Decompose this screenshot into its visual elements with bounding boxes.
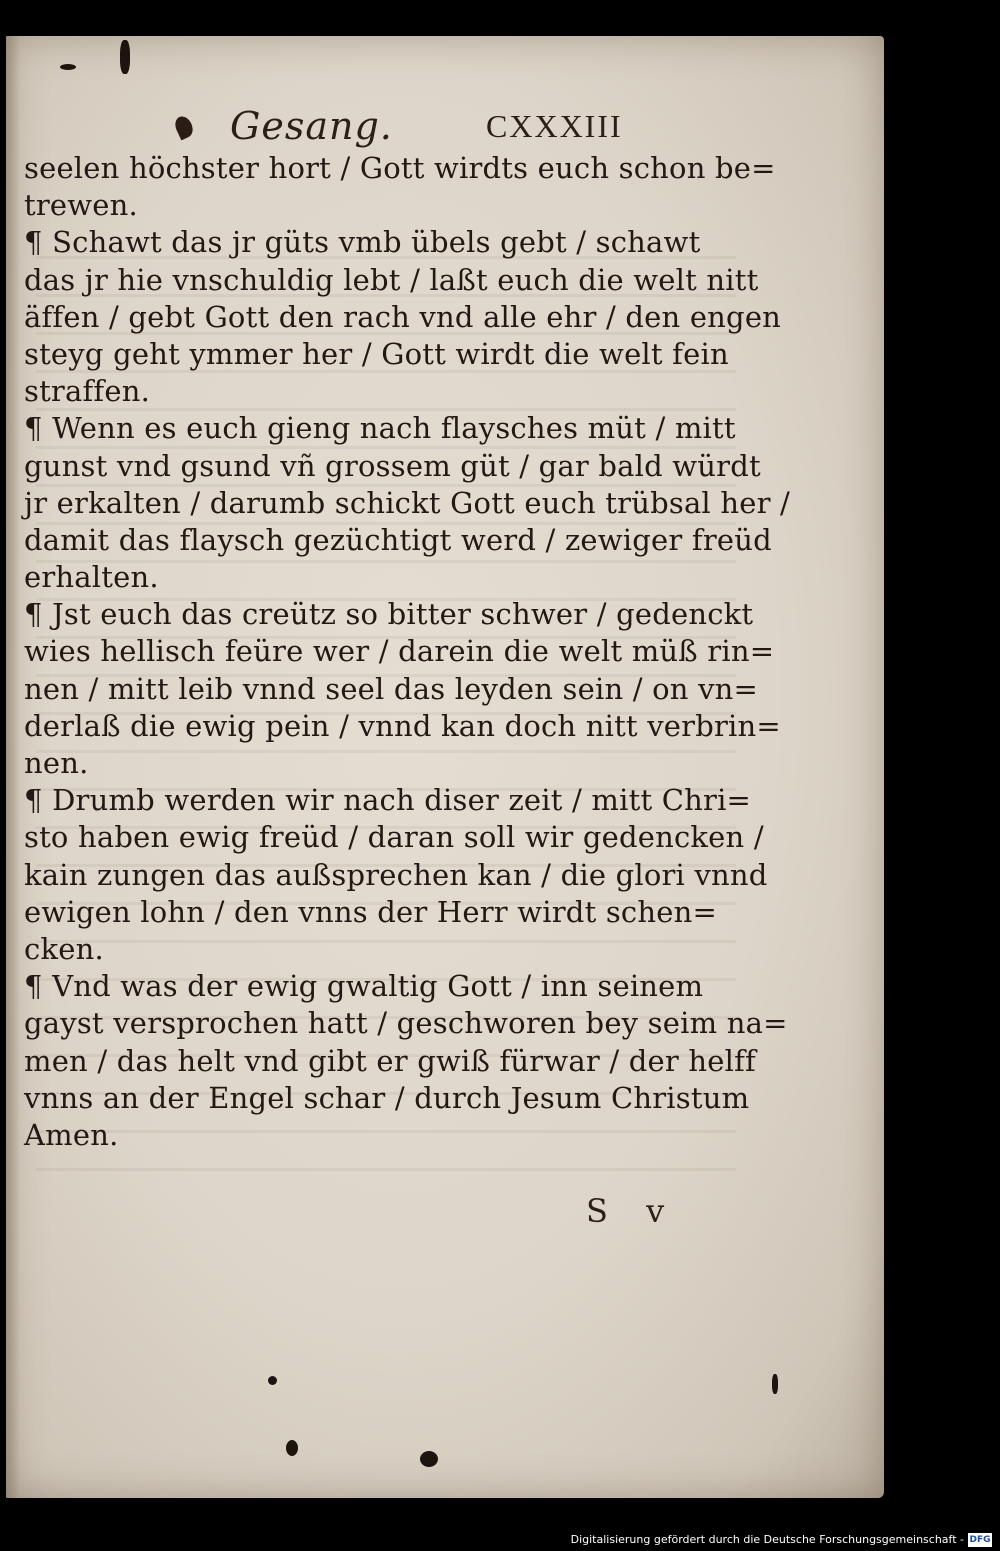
text-line: derlaß die ewig pein / vnnd kan doch nitt verbrin=	[24, 708, 781, 743]
signature-mark: S v	[586, 1192, 679, 1230]
hymn-text	[24, 150, 791, 1154]
text-line: vnns an der Engel schar / durch Jesum Christum	[24, 1080, 750, 1115]
text-line: cken.	[24, 931, 104, 966]
ink-blot-icon	[268, 1376, 277, 1385]
text-line: trewen.	[24, 188, 138, 223]
ink-blot-icon	[60, 64, 76, 70]
folio-number: CXXXIII	[486, 108, 623, 144]
text-line: ewigen lohn / den vnns der Herr wirdt schen=	[24, 894, 717, 929]
ink-blot-icon	[120, 40, 130, 74]
ink-blot-icon	[772, 1374, 778, 1394]
text-line: steyg geht ymmer her / Gott wirdt die welt fein	[24, 336, 729, 371]
text-line: jr erkalten / darumb schickt Gott euch trübsal her /	[24, 485, 791, 520]
text-line: ¶ Drumb werden wir nach diser zeit / mitt Chri=	[24, 783, 752, 818]
text-line: wies hellisch feüre wer / darein die welt müß rin=	[24, 634, 775, 669]
text-line: ¶ Schawt das jr güts vmb übels gebt / schawt	[24, 225, 701, 260]
running-title: Gesang.	[230, 104, 393, 148]
text-line: sto haben ewig freüd / daran soll wir gedencken /	[24, 820, 764, 855]
text-line: gunst vnd gsund vñ grossem güt / gar bald würdt	[24, 448, 761, 483]
text-line: gayst versprochen hatt / geschworen bey seim na=	[24, 1006, 788, 1041]
text-line: kain zungen das außsprechen kan / die glori vnnd	[24, 857, 768, 892]
text-line: erhalten.	[24, 560, 159, 595]
text-line: nen.	[24, 746, 89, 780]
ink-blot-icon	[286, 1440, 298, 1456]
text-line: das jr hie vnschuldig lebt / laßt euch die welt nitt	[24, 262, 759, 297]
text-line: ¶ Vnd was der ewig gwaltig Gott / inn seinem	[24, 969, 704, 1004]
page-header	[0, 104, 1000, 154]
text-line: ¶ Wenn es euch gieng nach flaysches müt / mitt	[24, 411, 736, 446]
footer-bar	[0, 1530, 1000, 1551]
text-line: ¶ Jst euch das creütz so bitter schwer / gedenckt	[24, 597, 754, 632]
text-line: Amen.	[24, 1117, 119, 1152]
text-line: äffen / gebt Gott den rach vnd alle ehr / den engen	[24, 299, 782, 334]
funding-notice: Digitalisierung gefördert durch die Deutsche Forschungsgemeinschaft -	[570, 1533, 964, 1546]
text-line: men / das helt vnd gibt er gwiß fürwar / der helff	[24, 1043, 756, 1078]
page-gutter-shadow	[6, 36, 20, 1498]
text-line: straffen.	[24, 374, 151, 409]
text-line: nen / mitt leib vnnd seel das leyden sein / on vn=	[24, 671, 759, 706]
ink-mark-icon	[172, 114, 196, 141]
text-line: damit das flaysch gezüchtigt werd / zewiger freüd	[24, 522, 772, 557]
ink-blot-icon	[420, 1451, 438, 1467]
text-line: seelen höchster hort / Gott wirdts euch schon be=	[24, 151, 776, 185]
dfg-logo: DFG	[969, 1535, 991, 1545]
